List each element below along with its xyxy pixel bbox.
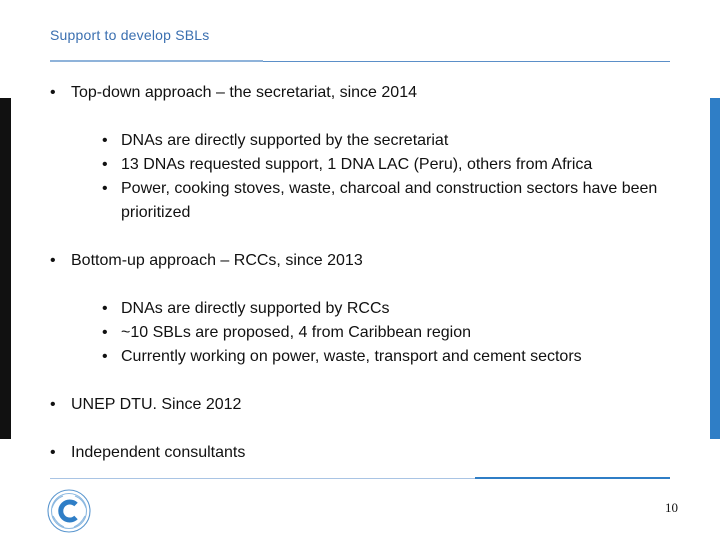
bullet-unep-dtu: • UNEP DTU. Since 2012 bbox=[50, 393, 690, 417]
sub-bullet: • Currently working on power, waste, transport and cement sectors bbox=[102, 345, 690, 369]
page-number: 10 bbox=[665, 500, 678, 515]
sub-bullet: • ~10 SBLs are proposed, 4 from Caribbean region bbox=[102, 321, 690, 345]
slide-title: Support to develop SBLs bbox=[50, 27, 210, 43]
footer-rule bbox=[50, 478, 475, 479]
right-side-bar bbox=[710, 98, 720, 439]
title-underline bbox=[263, 61, 670, 62]
title-underline-accent bbox=[50, 60, 263, 62]
left-side-bar bbox=[0, 98, 11, 439]
bullet-bottom-up-approach: • Bottom-up approach – RCCs, since 2013 bbox=[50, 249, 690, 273]
sub-bullet: • DNAs are directly supported by the secretariat bbox=[102, 129, 690, 153]
bullet-top-down-approach: • Top-down approach – the secretariat, since 2014 bbox=[50, 81, 690, 105]
top-down-sublist bbox=[102, 129, 690, 225]
bottom-up-sublist bbox=[102, 297, 690, 369]
slide-content bbox=[50, 81, 690, 465]
bullet-independent-consultants: • Independent consultants bbox=[50, 441, 690, 465]
unfccc-logo-icon bbox=[45, 487, 93, 535]
sub-bullet: • 13 DNAs requested support, 1 DNA LAC (Peru), others from Africa bbox=[102, 153, 690, 177]
sub-bullet: • DNAs are directly supported by RCCs bbox=[102, 297, 690, 321]
sub-bullet: • Power, cooking stoves, waste, charcoal and construction sectors have been prioritized bbox=[102, 177, 690, 225]
footer-rule-accent bbox=[475, 477, 670, 479]
